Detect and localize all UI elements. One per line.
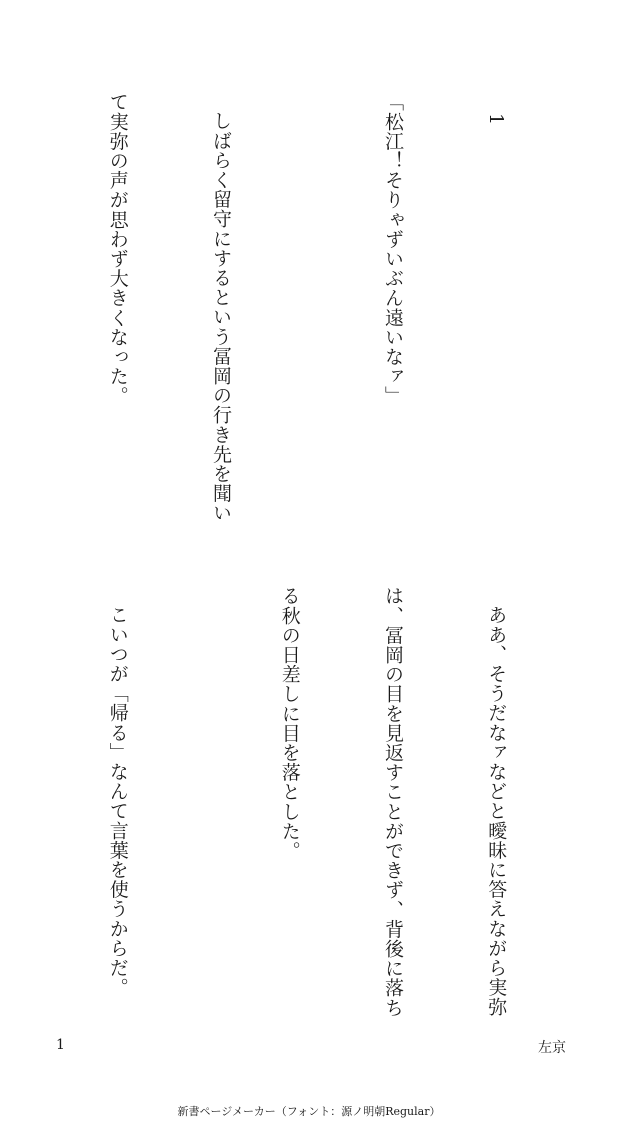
text-block-bottom [0,586,582,1018]
text-line: ああ、そうだなァなどと曖昧に答えながら実弥 [485,605,508,1017]
text-line: こいつが「帰る」なんて言葉を使うからだ。 [106,605,129,997]
text-line: は、冨岡の目を見返すことができず、背後に落ち [381,586,404,1018]
text-block-top [0,92,582,523]
text-line: 1 [485,112,508,126]
text-line: る秋の日差しに目を落とした。 [278,586,301,861]
footer-credit: 新書ページメーカー（フォント：源ノ明朝Regular） [177,1105,441,1118]
author-name: 左京 [538,1040,566,1056]
text-line: 「松江！そりゃずいぶん遠いなァ」 [381,92,404,406]
text-line: て実弥の声が思わず大きくなった。 [106,92,129,406]
text-line: しばらく留守にするという冨岡の行き先を聞い [209,111,232,523]
page-number: 1 [56,1037,65,1053]
